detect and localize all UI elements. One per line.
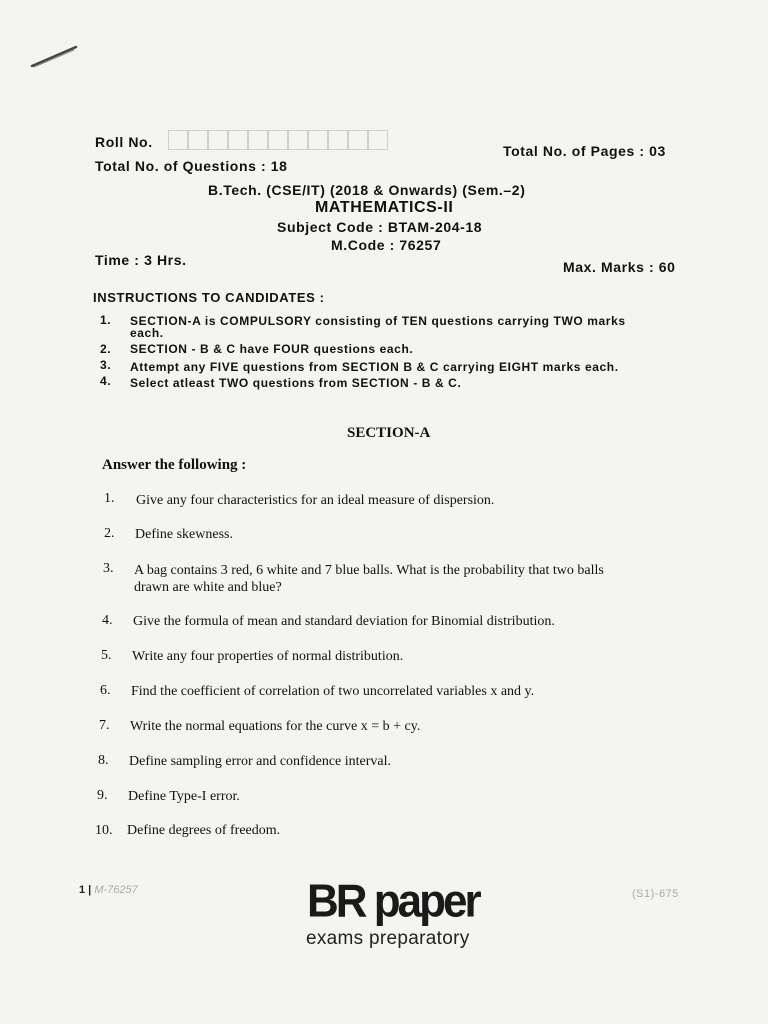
roll-box [228, 130, 248, 150]
subject-code: Subject Code : BTAM-204-18 [277, 219, 483, 235]
footer-page-info [79, 884, 138, 896]
m-code: M.Code : 76257 [331, 237, 442, 253]
question-number: 6. [100, 683, 111, 698]
question-text: Give any four characteristics for an ideal measure of dispersion. [136, 493, 495, 508]
question-text: Write the normal equations for the curve x = b + cy. [130, 719, 421, 734]
roll-box [308, 130, 328, 150]
instruction-number: 3. [100, 358, 112, 372]
question-number: 1. [104, 491, 115, 506]
roll-box [248, 130, 268, 150]
question-text: Give the formula of mean and standard deviation for Binomial distribution. [133, 614, 555, 629]
roll-box [168, 130, 188, 150]
question-number: 2. [104, 526, 115, 541]
roll-no-boxes [168, 130, 388, 150]
br-paper-logo: BR paper [307, 875, 479, 928]
instruction-text: SECTION - B & C have FOUR questions each. [130, 342, 414, 356]
max-marks: Max. Marks : 60 [563, 259, 676, 275]
time-allowed: Time : 3 Hrs. [95, 252, 187, 268]
footer-m-code: M-76257 [94, 884, 138, 896]
instruction-number: 2. [100, 342, 112, 356]
roll-box [268, 130, 288, 150]
roll-box [368, 130, 388, 150]
instruction-text: Select atleast TWO questions from SECTION - B & C. [130, 376, 462, 390]
question-number: 5. [101, 648, 112, 663]
instruction-text: SECTION-A is COMPULSORY consisting of TEN questions carrying TWO marks [130, 314, 626, 328]
instructions-title: INSTRUCTIONS TO CANDIDATES : [93, 290, 325, 305]
total-pages: Total No. of Pages : 03 [503, 143, 666, 159]
question-number: 8. [98, 753, 109, 768]
question-number: 9. [97, 788, 108, 803]
instruction-number: 4. [100, 374, 112, 388]
question-text: Define degrees of freedom. [127, 823, 281, 838]
question-number: 4. [102, 613, 113, 628]
roll-box [328, 130, 348, 150]
course-line: B.Tech. (CSE/IT) (2018 & Onwards) (Sem.–2) [208, 182, 526, 198]
question-text: Define Type-I error. [128, 789, 240, 804]
br-paper-tagline: exams preparatory [306, 928, 470, 949]
subject-title: MATHEMATICS-II [315, 199, 454, 216]
question-text: Find the coefficient of correlation of two uncorrelated variables x and y. [131, 684, 535, 699]
question-number: 7. [99, 718, 110, 733]
question-text-cont: drawn are white and blue? [134, 580, 282, 595]
question-number: 3. [103, 561, 114, 576]
question-number: 10. [95, 823, 113, 838]
roll-box [188, 130, 208, 150]
roll-box [288, 130, 308, 150]
question-text: Write any four properties of normal distribution. [132, 649, 404, 664]
section-prompt: Answer the following : [102, 457, 247, 473]
section-title: SECTION-A [347, 425, 431, 441]
instruction-text-cont: each. [130, 326, 164, 340]
roll-no-label: Roll No. [95, 134, 153, 150]
footer-serial: (S1)-675 [632, 888, 679, 900]
page-number: 1 | [79, 884, 92, 896]
roll-box [348, 130, 368, 150]
instruction-number: 1. [100, 313, 112, 327]
roll-box [208, 130, 228, 150]
instruction-text: Attempt any FIVE questions from SECTION B & C carrying EIGHT marks each. [130, 360, 619, 374]
question-text: Define skewness. [135, 527, 233, 542]
question-text: A bag contains 3 red, 6 white and 7 blue balls. What is the probability that two balls [134, 563, 604, 578]
pen-stroke-mark [30, 44, 80, 70]
question-text: Define sampling error and confidence interval. [129, 754, 392, 769]
total-questions: Total No. of Questions : 18 [95, 158, 288, 174]
